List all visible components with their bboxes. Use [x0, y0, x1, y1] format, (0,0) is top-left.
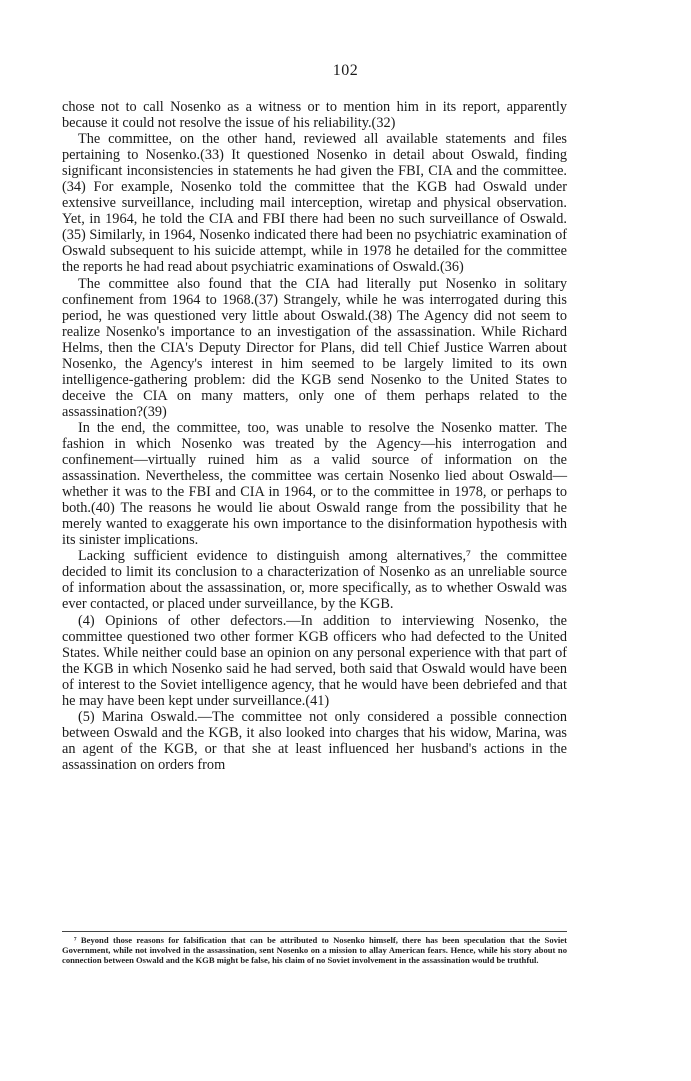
paragraph-continuation: chose not to call Nosenko as a witness or to mention him in its report, apparently because it could not resolve the issue of his reliability.(32) — [62, 99, 567, 132]
paragraph-unresolved-matter: In the end, the committee, too, was unable to resolve the Nosenko matter. The fashion in which Nosenko was treated by the Agency—his interrogation and confinement—virtually ruined him as a valid source of information on the assassination. Nevertheless, the committee was certain Nosenko lied about Oswald—whether it was to the FBI and CIA in 1964, or to the committee in 1978, or perhaps to both.(40) The reasons he would lie about Oswald range from the possibility that he merely wanted to exaggerate his own importance to the disinformation hypothesis with its sinister implications. — [62, 419, 567, 549]
paragraph-solitary-confinement: The committee also found that the CIA had literally put Nosenko in solitary confinement from 1964 to 1968.(37) Strangely, while he was interrogated during this period, he was questioned very little about Oswald.(38) The Agency did not seem to realize Nosenko's importance to an investigation of the assassination. While Richard Helms, then the CIA's Deputy Director for Plans, did tell Chief Justice Warren about Nosenko, the Agency's interest in him seemed to be largely limited to its own intelligence-gathering problem: did the KGB send Nosenko to the United States to deceive the CIA on many matters, only one of them perhaps related to the assassination?(39) — [62, 275, 567, 420]
page-number: 102 — [332, 62, 359, 79]
paragraph-other-defectors: (4) Opinions of other defectors.—In addition to interviewing Nosenko, the committee questioned two other former KGB officers who had defected to the United States. While neither could base an opinion on any personal experience with that part of the KGB in which Nosenko said he had served, both said that Oswald would have been of interest to the Soviet intelligence agency, that he would have been debriefed and that he may have been kept under surveillance.(41) — [62, 612, 567, 709]
body-text — [62, 99, 567, 773]
footnotes — [62, 931, 567, 966]
footnote-7: ⁷ Beyond those reasons for falsification that can be attributed to Nosenko himself, there has been speculation that the Soviet Government, while not involved in the assassination, sent Nosenko on a mission to allay American fears. Hence, while his story about no connection between Oswald and the KGB might be false, his claim of no Soviet involvement in the assassination would be truthful. — [62, 935, 567, 966]
paragraph-conclusion: Lacking sufficient evidence to distinguish among alternatives,⁷ the committee decided to limit its conclusion to a characterization of Nosenko as an unreliable source of information about the assassination, or, more specifically, as to whether Oswald was ever contacted, or placed under surveillance, by the KGB. — [62, 548, 567, 613]
paragraph-committee-review: The committee, on the other hand, reviewed all available statements and files pertaining to Nosenko.(33) It questioned Nosenko in detail about Oswald, finding significant inconsistencies in statements he had given the FBI, CIA and the committee.(34) For example, Nosenko told the committee that the KGB had Oswald under extensive surveillance, including mail interception, wiretap and physical observation. Yet, in 1964, he told the CIA and FBI there had been no such surveillance of Oswald.(35) Similarly, in 1964, Nosenko indicated there had been no psychiatric examination of Oswald subsequent to his suicide attempt, while in 1978 he detailed for the committee the reports he had read about psychiatric examinations of Oswald.(36) — [62, 131, 567, 276]
paragraph-marina-oswald: (5) Marina Oswald.—The committee not only considered a possible connection between Oswald and the KGB, it also looked into charges that his widow, Marina, was an agent of the KGB, or that she at least influenced her husband's actions in the assassination on orders from — [62, 708, 567, 773]
